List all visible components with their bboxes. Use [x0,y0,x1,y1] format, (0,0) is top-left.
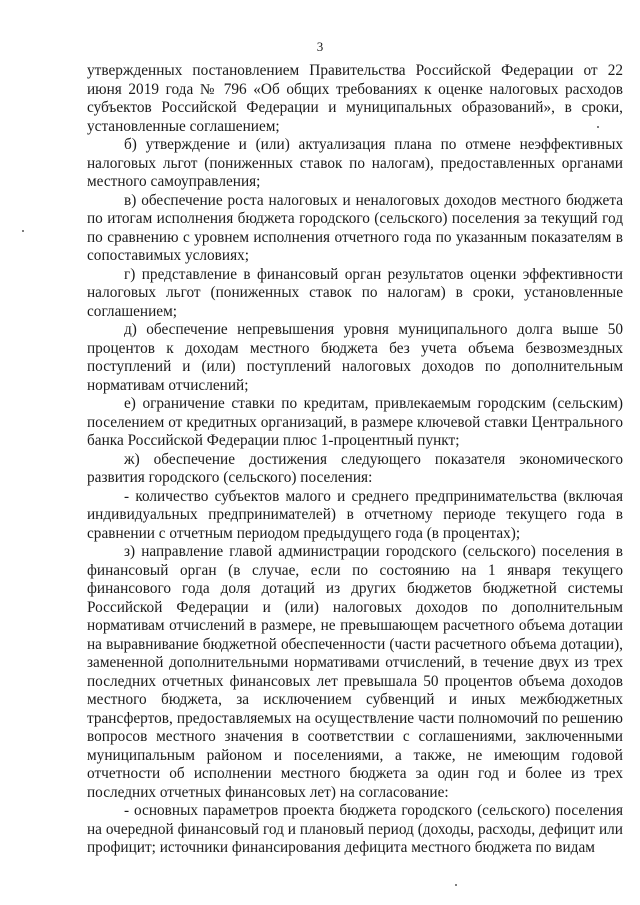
paragraph-item-e: е) ограничение ставки по кредитам, привлекаемым городским (сельским) поселением от кредитных организаций, в размере ключевой ставки Центрального банка Российской Федерации плюс 1-процентный пункт; [87,395,623,449]
paragraph-dash-item: - основных параметров проекта бюджета городского (сельского) поселения на очередной финансовый год и плановый период (доходы, расходы, дефицит или профицит; источники финансирования дефицита местного бюджета по видам [87,802,623,856]
paragraph-dash-item: - количество субъектов малого и среднего предпринимательства (включая индивидуальных предпринимателей) в отчетному периоде текущего года в сравнении с отчетным периодом предыдущего года (в процентах); [87,487,623,542]
paragraph-item-b: б) утверждение и (или) актуализация плана по отмене неэффективных налоговых льгот (пониженных ставок по налогам), предоставленных органами местного самоуправления; [87,136,623,190]
scan-speck [597,126,599,128]
page-number: 3 [316,39,324,54]
document-body [87,62,623,858]
paragraph-item-z: з) направление главой администрации городского (сельского) поселения в финансовый орган (в случае, если по состоянию на 1 января текущего финансового года доля дотаций из других бюджетов бюджетной системы Российской Федерации и (или) налоговых доходов по дополнительным нормативам отчислений в размере, не превышающем расчетного объема дотации на выравнивание бюджетной обеспеченности (части расчетного объема дотации), замененной дополнительными нормативами отчислений, в течение двух из трех последних отчетных финансовых лет превышала 50 процентов объема доходов местного бюджета, за исключением субвенций и иных межбюджетных трансфертов, предоставляемых на осуществление части полномочий по решению вопросов местного значения в соответствии с соглашениями, заключенными муниципальным районом и поселениями, а также, не имеющим годовой отчетности об исполнении местного бюджета за один год и более из трех последних отчетных финансовых лет) на согласование: [87,543,623,801]
paragraph-continuation: утвержденных постановлением Правительства Российской Федерации от 22 июня 2019 года № 796 «Об общих требованиях к оценке налоговых расходов субъектов Российской Федерации и муниципальных образований», в сроки, установленные соглашением; [87,62,623,135]
paragraph-item-g: г) представление в финансовый орган результатов оценки эффективности налоговых льгот (пониженных ставок по налогам) в сроки, установленные соглашением; [87,265,623,320]
scan-speck [22,230,24,232]
paragraph-item-zh: ж) обеспечение достижения следующего показателя экономического развития городского (сельского) поселения: [87,450,623,486]
scan-speck [455,884,457,886]
paragraph-item-d: д) обеспечение непревышения уровня муниципального долга выше 50 процентов к доходам местного бюджета без учета объема безвозмездных поступлений и (или) поступлений налоговых доходов по дополнительным нормативам отчислений; [87,321,623,394]
paragraph-item-v: в) обеспечение роста налоговых и неналоговых доходов местного бюджета по итогам исполнения бюджета городского (сельского) поселения за текущий год по сравнению с уровнем исполнения отчетного года по указанным показателям в сопоставимых условиях; [87,191,623,264]
